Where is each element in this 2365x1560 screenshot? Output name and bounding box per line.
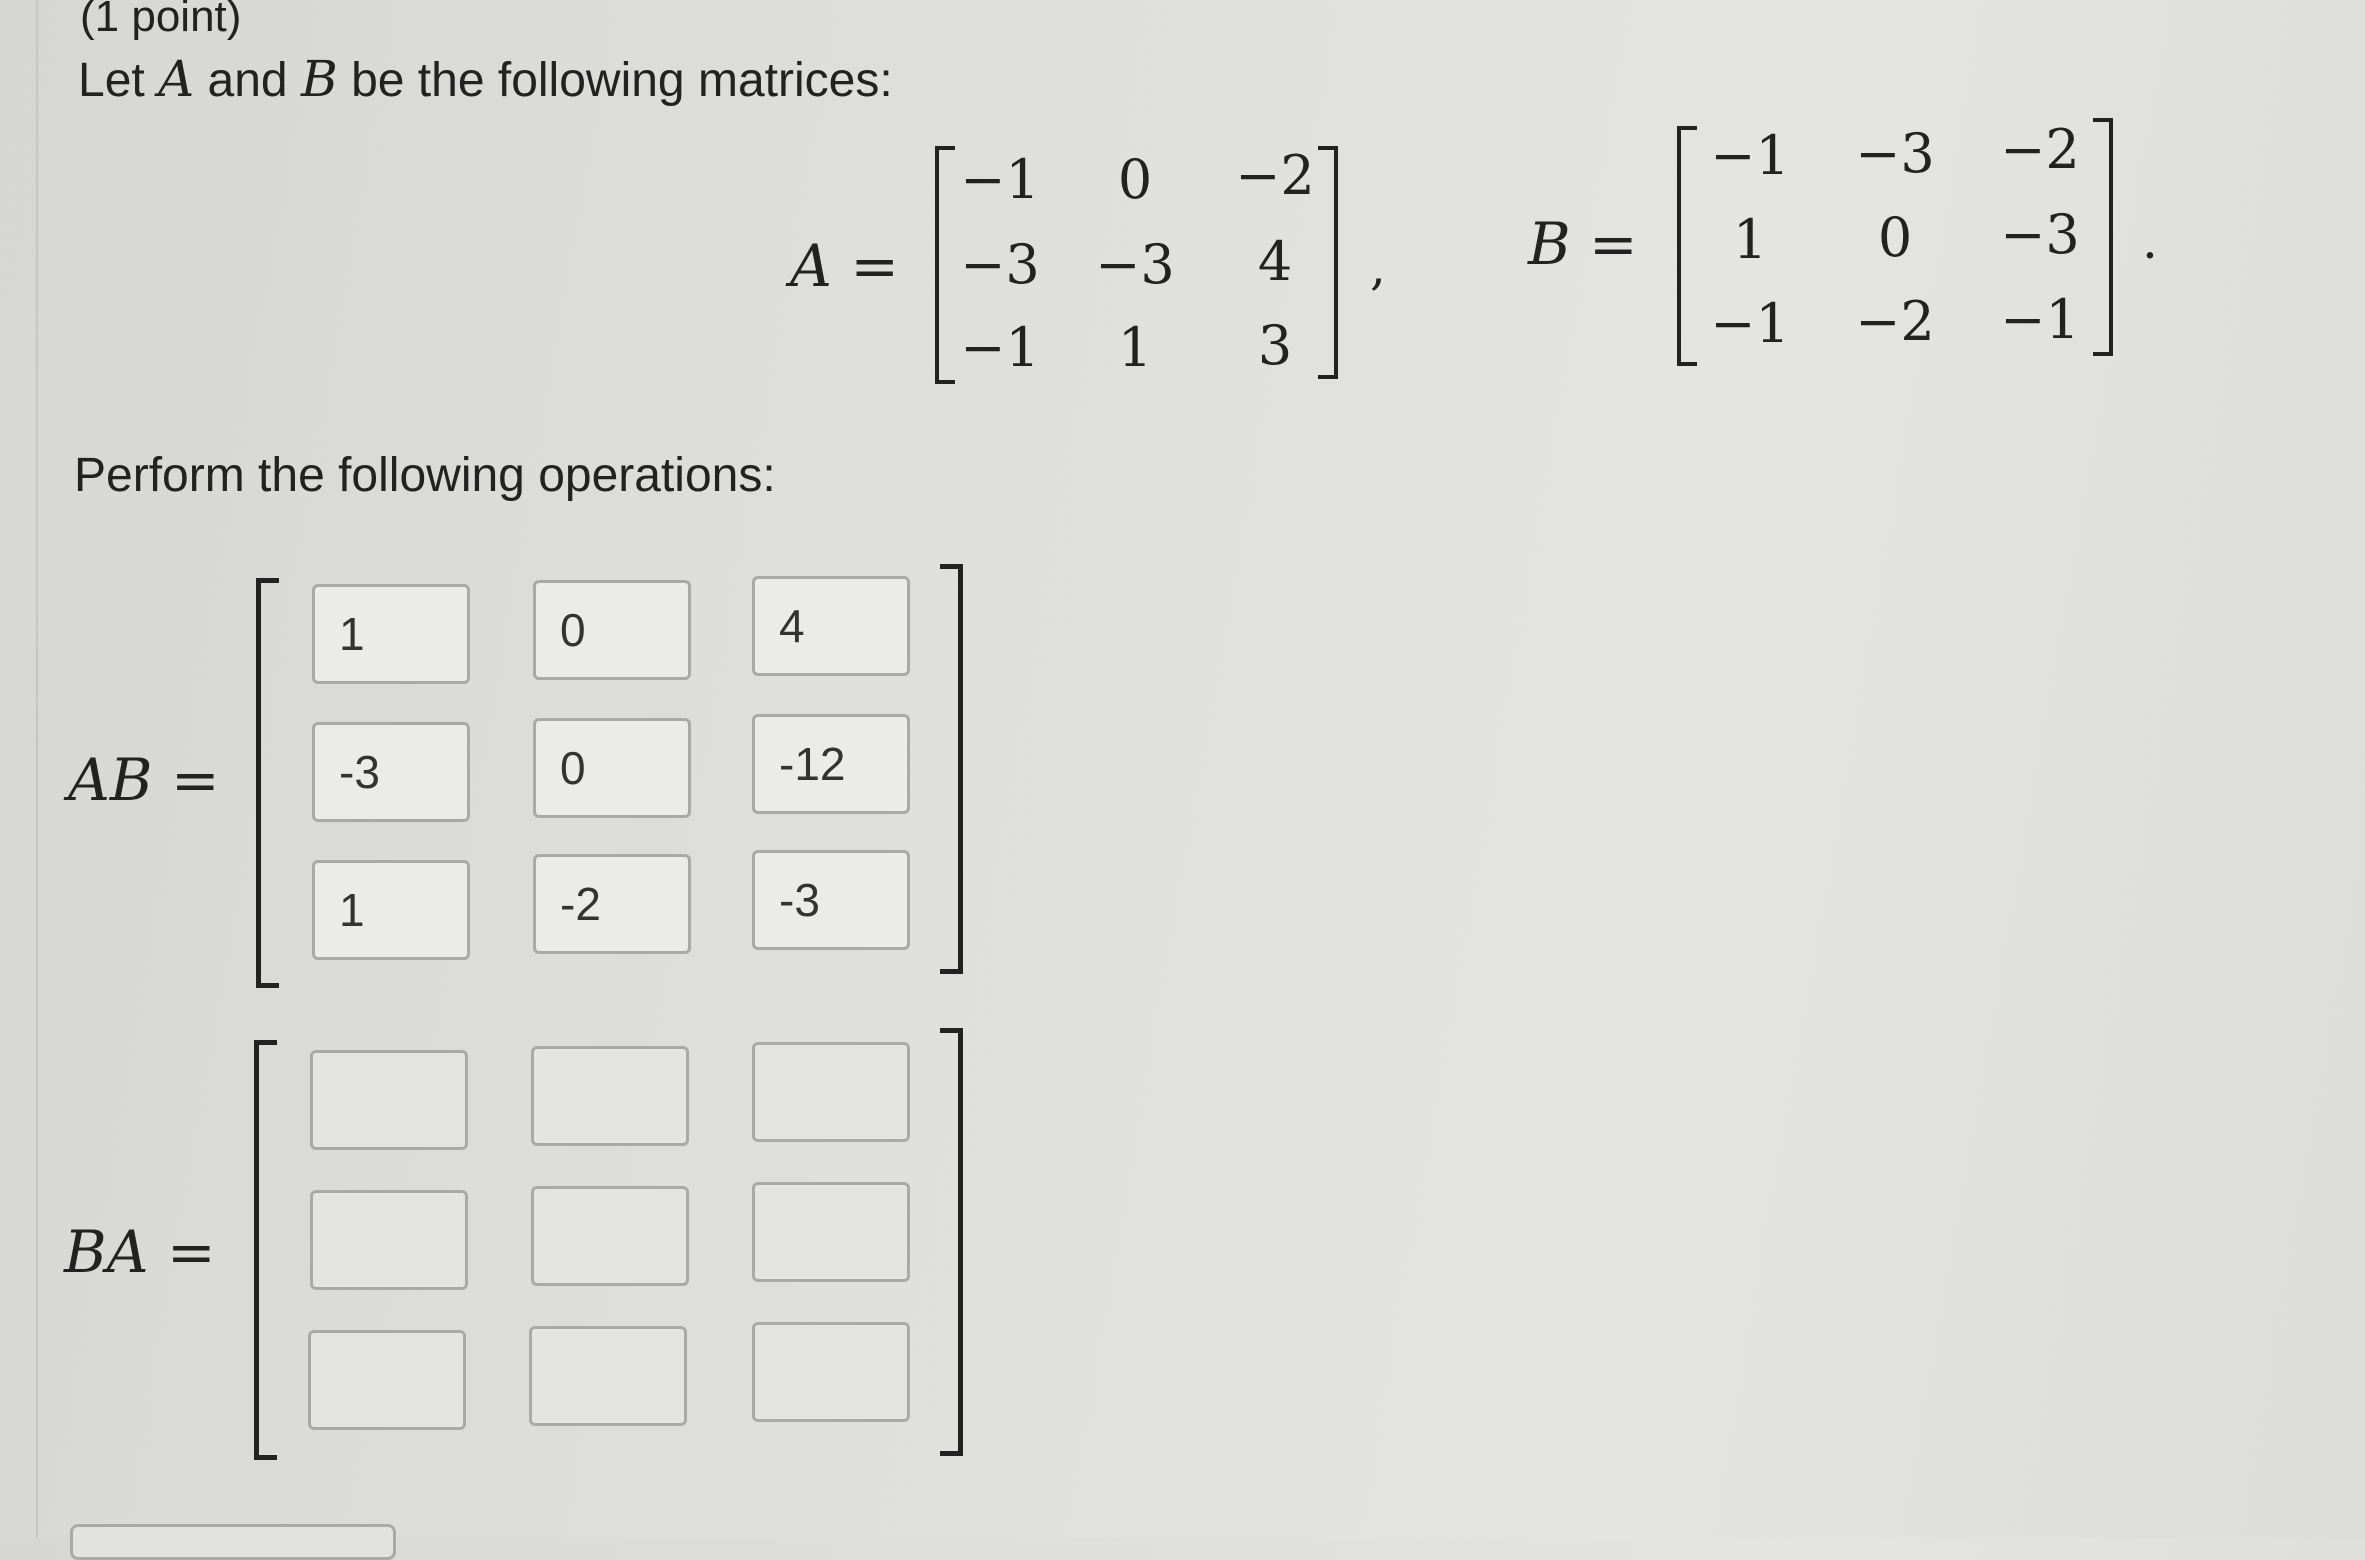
matrix-b-cell: −1: [1710, 292, 1790, 355]
matrix-a-cell: −1: [960, 316, 1040, 379]
ab-entry-r2c1[interactable]: [312, 722, 470, 822]
matrix-a-cell: 3: [1257, 314, 1293, 377]
ba-entry-r3c1[interactable]: [308, 1330, 466, 1430]
ba-entry-r1c1[interactable]: [310, 1050, 468, 1150]
next-section-edge: [70, 1524, 396, 1560]
matrix-b-cell: 1: [1732, 208, 1768, 271]
intro-let: Let: [78, 54, 145, 107]
matrix-b-cell: −3: [2000, 203, 2080, 266]
ba-label: BA =: [64, 1218, 216, 1286]
ab-left-bracket: [256, 578, 279, 988]
var-b: B: [300, 50, 338, 108]
ba-entry-r2c2[interactable]: [531, 1186, 689, 1286]
ab-entry-r2c2[interactable]: [533, 718, 691, 818]
ab-right-bracket: [940, 564, 963, 974]
matrix-a-label: A =: [790, 232, 899, 300]
matrix-end-mark: .: [2142, 212, 2158, 270]
matrix-b-cell: 0: [1877, 206, 1913, 269]
ba-left-bracket: [254, 1040, 277, 1460]
ba-entry-r1c2[interactable]: [531, 1046, 689, 1146]
matrix-a-cell: −1: [960, 148, 1040, 211]
matrix-a-cell: −2: [1235, 144, 1315, 207]
matrix-a-cell: 1: [1117, 316, 1153, 379]
ab-entry-r3c1[interactable]: [312, 860, 470, 960]
ba-right-bracket: [940, 1028, 963, 1456]
ab-entry-r3c2[interactable]: [533, 854, 691, 954]
ab-entry-r1c1[interactable]: [312, 584, 470, 684]
ab-entry-r1c2[interactable]: [533, 580, 691, 680]
matrix-a-cell: 0: [1117, 148, 1153, 211]
matrix-separator: ,: [1370, 238, 1386, 296]
matrix-b-cell: −1: [2000, 288, 2080, 351]
ba-entry-r2c3[interactable]: [752, 1182, 910, 1282]
ba-entry-r3c3[interactable]: [752, 1322, 910, 1422]
ab-entry-r1c3[interactable]: [752, 576, 910, 676]
matrix-b-cell: −3: [1855, 122, 1935, 185]
var-a: A: [158, 50, 195, 108]
ba-entry-r1c3[interactable]: [752, 1042, 910, 1142]
matrix-b-label: B =: [1528, 210, 1638, 278]
ba-entry-r2c1[interactable]: [310, 1190, 468, 1290]
matrix-b-cell: −2: [2000, 118, 2080, 181]
problem-points: (1 point): [80, 0, 242, 41]
ab-label: AB =: [68, 746, 220, 814]
problem-statement: [78, 50, 893, 108]
instructions-text: Perform the following operations:: [74, 449, 776, 502]
matrix-a-cell: −3: [960, 233, 1040, 296]
matrix-a-cell: −3: [1095, 233, 1175, 296]
ab-entry-r2c3[interactable]: [752, 714, 910, 814]
matrix-b-cell: −2: [1855, 290, 1935, 353]
intro-after: be the following matrices:: [351, 54, 893, 107]
matrix-b-cell: −1: [1710, 124, 1790, 187]
page-border-line: [36, 0, 38, 1538]
intro-and: and: [207, 54, 288, 107]
matrix-a-cell: 4: [1257, 230, 1293, 293]
ab-entry-r3c3[interactable]: [752, 850, 910, 950]
ba-entry-r3c2[interactable]: [529, 1326, 687, 1426]
